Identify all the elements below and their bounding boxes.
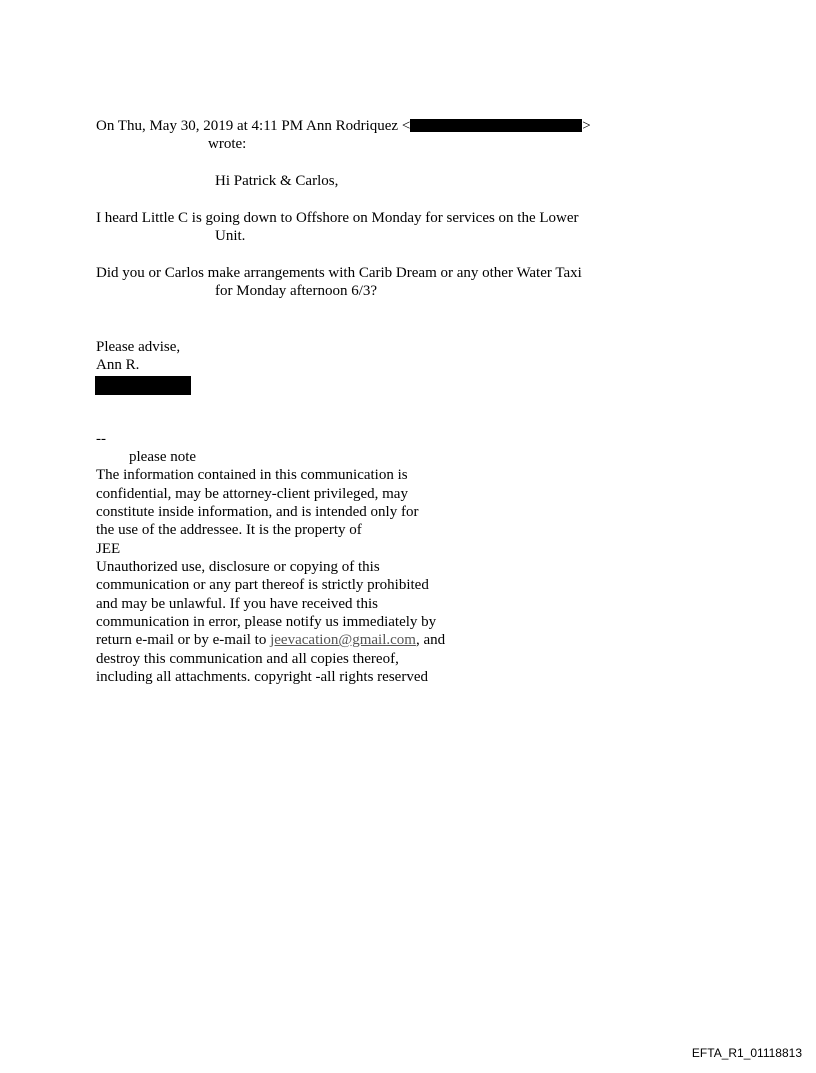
disclaimer-line: The information contained in this communication is xyxy=(96,467,408,483)
contact-email-link[interactable]: jeevacation@gmail.com xyxy=(270,632,416,648)
disclaimer-line: communication in error, please notify us immediately by xyxy=(96,614,437,630)
email-paragraph-1-line-1: I heard Little C is going down to Offshore on Monday for services on the Lower xyxy=(96,210,579,226)
disclaimer-email-prefix: return e-mail or by e-mail to xyxy=(96,632,271,648)
email-closing: Please advise, xyxy=(96,339,181,355)
disclaimer-line: Unauthorized use, disclosure or copying of this xyxy=(96,559,380,575)
bates-number: EFTA_R1_01118813 xyxy=(691,1046,802,1060)
email-greeting: Hi Patrick & Carlos, xyxy=(215,173,339,189)
email-signature: Ann R. xyxy=(96,357,140,373)
disclaimer-line: including all attachments. copyright -all rights reserved xyxy=(96,669,428,685)
redacted-signature-block xyxy=(95,376,191,395)
email-header-wrote: wrote: xyxy=(208,136,247,152)
redacted-email-address xyxy=(410,119,582,132)
disclaimer-line: communication or any part thereof is strictly prohibited xyxy=(96,577,429,593)
email-header-prefix: On Thu, May 30, 2019 at 4:11 PM Ann Rodriquez < xyxy=(96,118,411,134)
footer-note-heading: please note xyxy=(129,449,197,465)
disclaimer-line: and may be unlawful. If you have received this xyxy=(96,596,378,612)
email-header-suffix: > xyxy=(582,118,591,134)
disclaimer-email-line xyxy=(96,631,445,649)
disclaimer-line: destroy this communication and all copies thereof, xyxy=(96,651,399,667)
email-header-line xyxy=(96,117,591,135)
disclaimer-line: confidential, may be attorney-client privileged, may xyxy=(96,486,408,502)
email-paragraph-1-line-2: Unit. xyxy=(215,228,246,244)
disclaimer-line: the use of the addressee. It is the property of xyxy=(96,522,362,538)
disclaimer-line: JEE xyxy=(96,541,121,557)
footer-separator: -- xyxy=(96,431,106,447)
disclaimer-line: constitute inside information, and is intended only for xyxy=(96,504,419,520)
email-paragraph-2-line-2: for Monday afternoon 6/3? xyxy=(215,283,378,299)
email-paragraph-2-line-1: Did you or Carlos make arrangements with Carib Dream or any other Water Taxi xyxy=(96,265,582,281)
disclaimer-email-suffix: , and xyxy=(415,632,446,648)
